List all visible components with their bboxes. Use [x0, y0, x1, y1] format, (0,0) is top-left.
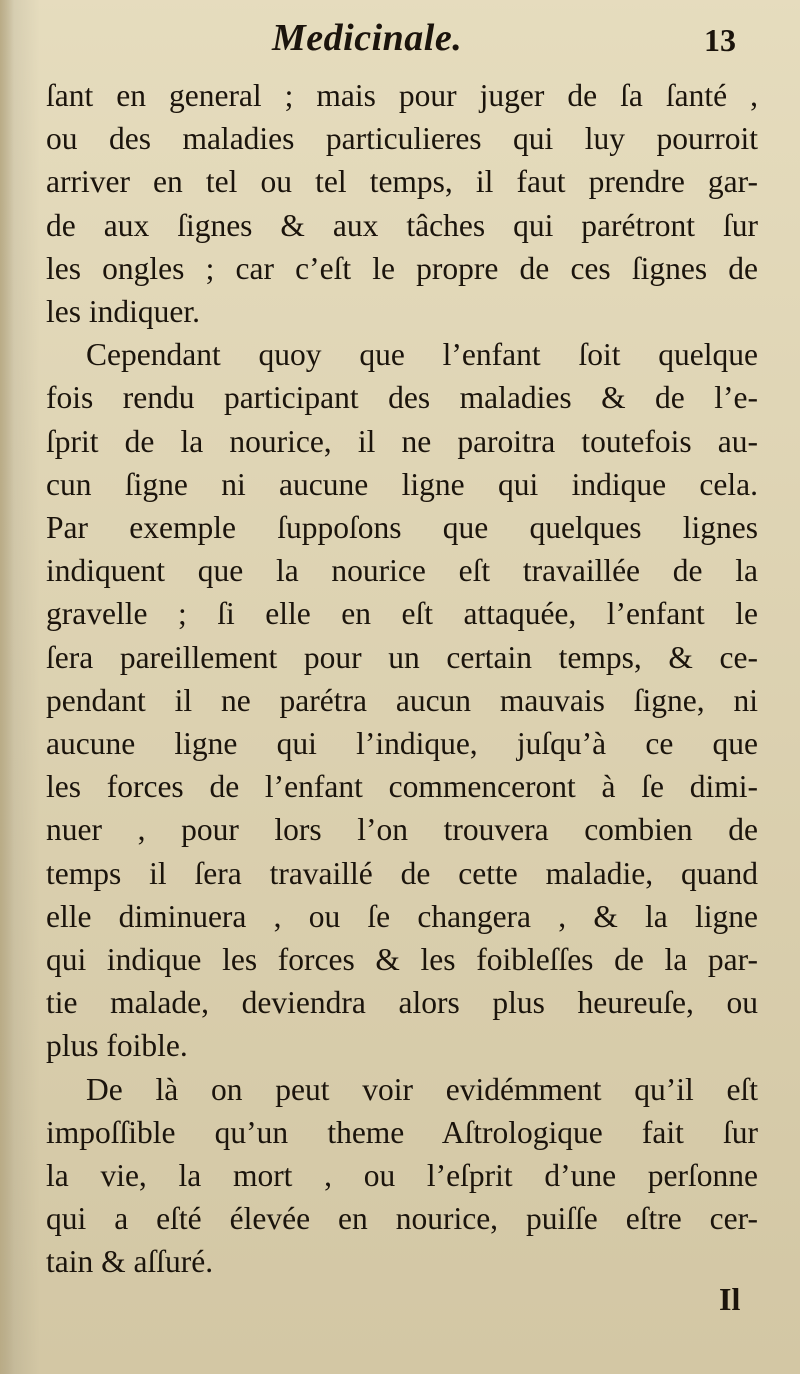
- text-line: De là on peut voir evidémment qu’il eſt: [86, 1071, 758, 1107]
- text-line: nuer , pour lors l’on trouvera combien de: [46, 812, 758, 848]
- running-title: Medicinale.: [272, 17, 463, 59]
- text-line: ſera pareillement pour un certain temps, & ce-: [46, 639, 758, 675]
- text-line: temps il ſera travaillé de cette maladie, quand: [46, 855, 758, 891]
- text-line: ou des maladies particulieres qui luy pourroit: [46, 121, 758, 157]
- text-line: aucune ligne qui l’indique, juſqu’à ce que: [46, 726, 758, 762]
- text-line: arriver en tel ou tel temps, il faut prendre gar-: [46, 164, 758, 200]
- text-line: la vie, la mort , ou l’eſprit d’une perſonne: [46, 1158, 758, 1194]
- page-header: [0, 14, 800, 64]
- paragraph: [46, 1068, 758, 1284]
- text-line: tie malade, deviendra alors plus heureuſe, ou: [46, 985, 758, 1021]
- page-gutter-shadow: [0, 0, 14, 1374]
- text-line: les indiquer.: [46, 294, 200, 330]
- paragraph: [46, 333, 758, 1067]
- body-text: [46, 74, 758, 1284]
- page-number: 13: [704, 22, 736, 58]
- text-line: fois rendu participant des maladies & de l’e-: [46, 380, 758, 416]
- text-line: tain & aſſuré.: [46, 1244, 214, 1280]
- text-line: indiquent que la nourice eſt travaillée de la: [46, 553, 758, 589]
- text-line: qui indique les forces & les foibleſſes de la par-: [46, 942, 758, 978]
- text-line: elle diminuera , ou ſe changera , & la ligne: [46, 898, 758, 934]
- text-line: ſant en general ; mais pour juger de ſa ſanté ,: [46, 78, 758, 113]
- text-line: ſprit de la nourice, il ne paroitra toutefois au-: [46, 423, 758, 459]
- text-line: les forces de l’enfant commenceront à ſe dimi-: [46, 769, 758, 805]
- text-line: Cependant quoy que l’enfant ſoit quelque: [86, 337, 758, 373]
- text-line: cun ſigne ni aucune ligne qui indique cela.: [46, 466, 758, 502]
- text-line: de aux ſignes & aux tâches qui parétront ſur: [46, 207, 758, 243]
- catchword: Il: [719, 1281, 741, 1317]
- text-line: Par exemple ſuppoſons que quelques lignes: [46, 510, 758, 546]
- text-line: pendant il ne parétra aucun mauvais ſigne, ni: [46, 682, 758, 718]
- paragraph: [46, 74, 758, 333]
- text-line: impoſſible qu’un theme Aſtrologique fait ſur: [46, 1114, 758, 1150]
- text-line: les ongles ; car c’eſt le propre de ces ſignes de: [46, 250, 758, 286]
- text-line: plus foible.: [46, 1028, 188, 1064]
- text-line: gravelle ; ſi elle en eſt attaquée, l’enfant le: [46, 596, 758, 632]
- text-line: qui a eſté élevée en nourice, puiſſe eſtre cer-: [46, 1201, 758, 1237]
